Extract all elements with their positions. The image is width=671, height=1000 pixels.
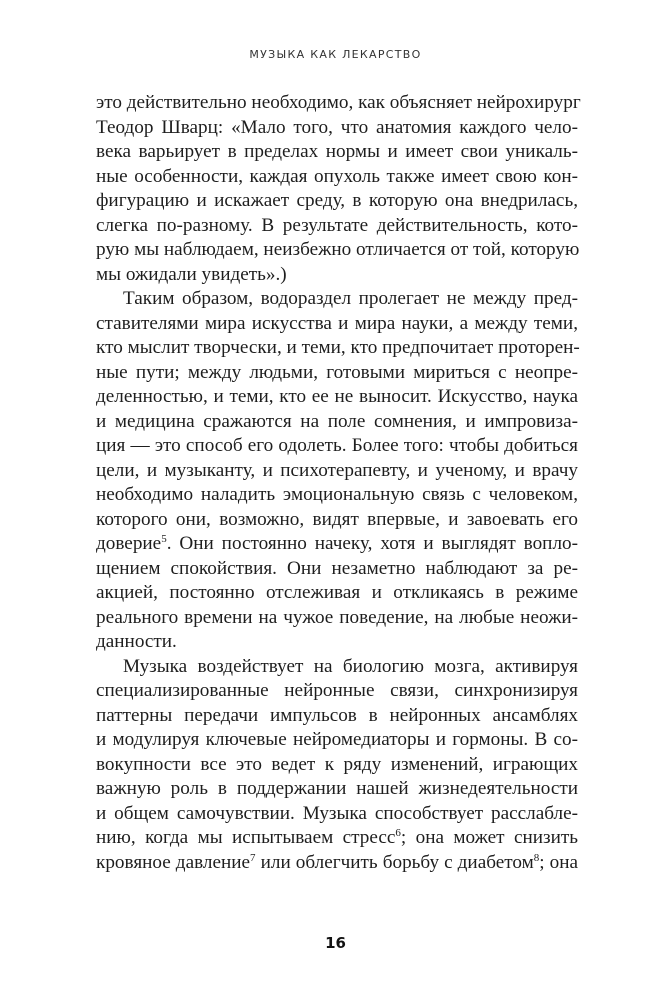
text-line [96, 336, 578, 361]
text-line [96, 459, 578, 484]
text-segment: вокупности все это ведет к ряду изменений, играющих [96, 753, 578, 775]
footnote-ref[interactable]: 5 [161, 533, 167, 545]
text-segment: фигурацию и искажает среду, в которую она внедрилась, [96, 190, 578, 211]
text-segment: Музыка воздействует на биологию мозга, активируя [123, 655, 578, 677]
text-line [96, 655, 578, 680]
text-segment: . Они постоянно начеку, хотя и выглядят вопло- [166, 533, 578, 554]
text-line [96, 410, 578, 435]
text-segment: нию, когда мы испытываем стресс [96, 827, 396, 848]
text-segment: необходимо наладить эмоциональную связь с человеком, [96, 484, 578, 505]
text-segment: мы ожидали увидеть».) [96, 263, 287, 285]
text-segment: щением спокойствия. Они незаметно наблюдают за ре- [96, 557, 578, 579]
text-segment: ные пути; между людьми, готовыми мириться с неопре- [96, 361, 578, 383]
text-segment: важную роль в поддержании нашей жизнедеятельности [96, 778, 578, 799]
text-segment: реального времени на чужое поведение, на любые неожи- [96, 606, 578, 628]
text-segment: ; она может снизить [400, 827, 578, 848]
text-line [96, 116, 578, 141]
paragraph [96, 287, 578, 655]
text-line [96, 287, 578, 312]
text-line [96, 802, 578, 827]
text-line [96, 704, 578, 729]
text-segment: деленностью, и теми, кто ее не выносит. Искусство, наука [96, 386, 578, 407]
text-line [96, 630, 578, 655]
text-segment: ; она [539, 851, 579, 873]
text-segment: рую мы наблюдаем, неизбежно отличается от той, которую [96, 239, 580, 260]
footnote-ref[interactable]: 8 [533, 851, 540, 864]
footnote-ref[interactable]: 6 [395, 827, 401, 839]
text-segment: ставителями мира искусства и мира науки, а между теми, [96, 312, 578, 334]
text-segment: это действительно необходимо, как объясняет нейрохирург [96, 92, 581, 113]
text-line [96, 361, 578, 386]
text-segment: Таким образом, водораздел пролегает не между пред- [123, 288, 578, 309]
text-line [96, 851, 578, 876]
text-line [96, 826, 578, 851]
paragraph [96, 91, 581, 287]
text-line [96, 557, 578, 582]
text-line [96, 508, 578, 533]
text-segment: ные особенности, каждая опухоль также имеет свою кон- [96, 165, 578, 187]
text-line [96, 483, 578, 508]
text-segment: ция — это способ его одолеть. Более того: чтобы добиться [96, 435, 578, 456]
text-segment: и медицина сражаются на поле сомнения, и импровиза- [96, 410, 578, 432]
text-line [96, 91, 581, 116]
paragraph [96, 655, 578, 876]
text-line [96, 581, 578, 606]
text-segment: и общем самочувствии. Музыка способствует расслабле- [96, 802, 578, 824]
text-segment: Теодор Шварц: «Мало того, что анатомия каждого чело- [96, 116, 578, 138]
text-segment: слегка по-разному. В результате действительность, кото- [96, 214, 578, 236]
text-line [96, 312, 578, 337]
text-line [96, 777, 578, 802]
text-segment: и модулируя ключевые нейромедиаторы и гормоны. В со- [96, 729, 578, 750]
text-segment: которого они, возможно, видят впервые, и завоевать его [96, 508, 578, 530]
text-segment: специализированные нейронные связи, синхронизируя [96, 680, 578, 701]
text-line [96, 238, 578, 263]
text-segment: цели, и музыканту, и психотерапевту, и ученому, и врачу [96, 459, 578, 481]
text-line [96, 140, 578, 165]
text-segment: доверие [96, 533, 162, 554]
running-head: МУЗЫКА КАК ЛЕКАРСТВО [249, 48, 422, 61]
footnote-ref[interactable]: 7 [250, 851, 256, 864]
text-line [96, 434, 578, 459]
text-line [96, 606, 578, 631]
body-text [96, 91, 581, 875]
text-segment: данности. [96, 631, 177, 652]
text-segment: акцией, постоянно отслеживая и откликаясь в режиме [96, 582, 578, 603]
text-line [96, 532, 578, 557]
text-line [96, 165, 578, 190]
text-line [96, 385, 578, 410]
text-line [96, 189, 578, 214]
text-line [96, 728, 578, 753]
text-segment: паттерны передачи импульсов в нейронных ансамблях [96, 704, 578, 726]
text-line [96, 753, 578, 778]
page-number: 16 [325, 934, 346, 952]
text-line [96, 679, 578, 704]
text-segment: или облегчить борьбу с диабетом [255, 851, 534, 873]
text-segment: века варьирует в пределах нормы и имеет свои уникаль- [96, 141, 578, 162]
text-segment: кто мыслит творчески, и теми, кто предпочитает проторен- [96, 337, 580, 358]
text-line [96, 214, 578, 239]
text-line [96, 263, 578, 288]
text-segment: кровяное давление [96, 851, 251, 873]
